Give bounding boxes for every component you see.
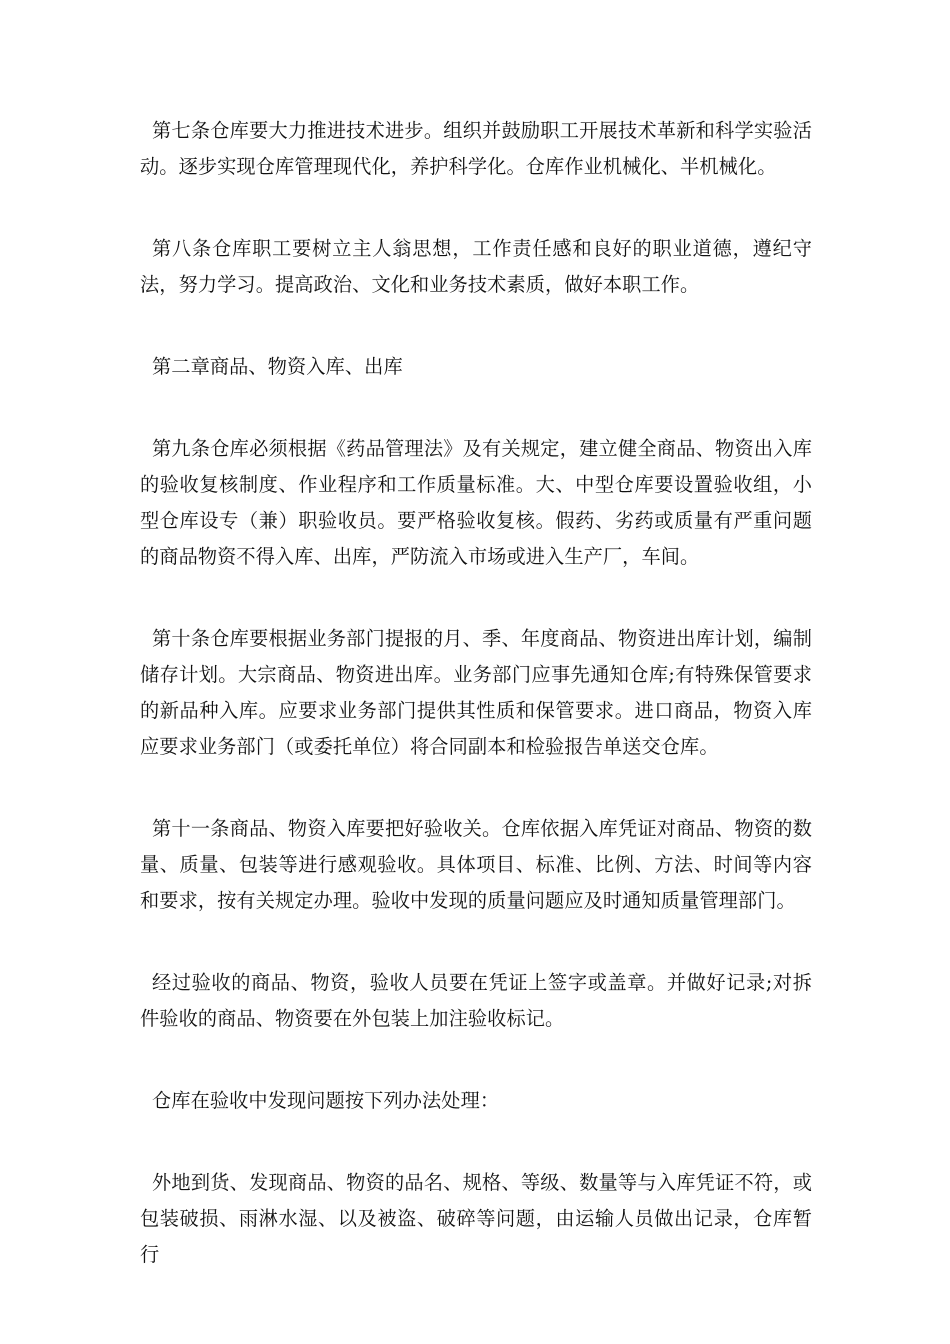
paragraph-gap — [140, 1119, 812, 1165]
paragraph-gap — [140, 303, 812, 349]
paragraph-gap — [140, 765, 812, 811]
paragraph-gap — [140, 1037, 812, 1083]
article-9-paragraph: 第九条仓库必须根据《药品管理法》及有关规定，建立健全商品、物资出入库的验收复核制度、作业程序和工作质量标准。大、中型仓库要设置验收组，小型仓库设专（兼）职验收员。要严格验收复核。假药、劣药或质量有严重问题的商品物资不得入库、出库，严防流入市场或进入生产厂，车间。 — [140, 437, 812, 568]
article-7-paragraph: 第七条仓库要大力推进技术进步。组织并鼓励职工开展技术革新和科学实验活动。逐步实现仓库管理现代化，养护科学化。仓库作业机械化、半机械化。 — [140, 119, 812, 178]
paragraph-gap — [140, 575, 812, 621]
paragraph-gap — [140, 385, 812, 431]
problem-handling-intro: 仓库在验收中发现问题按下列办法处理： — [152, 1089, 500, 1112]
paragraph-gap — [140, 185, 812, 231]
chapter-2-heading: 第二章商品、物资入库、出库 — [152, 355, 403, 378]
article-8-paragraph: 第八条仓库职工要树立主人翁思想，工作责任感和良好的职业道德，遵纪守法，努力学习。提高政治、文化和业务技术素质，做好本职工作。 — [140, 237, 812, 296]
out-of-town-goods-paragraph: 外地到货、发现商品、物资的品名、规格、等级、数量等与入库凭证不符，或包装破损、雨淋水湿、以及被盗、破碎等问题，由运输人员做出记录，仓库暂行 — [140, 1171, 812, 1266]
article-11-paragraph: 第十一条商品、物资入库要把好验收关。仓库依据入库凭证对商品、物资的数量、质量、包装等进行感观验收。具体项目、标准、比例、方法、时间等内容和要求，按有关规定办理。验收中发现的质量问题应及时通知质量管理部门。 — [140, 817, 812, 912]
paragraph-gap — [140, 919, 812, 965]
inspection-record-paragraph: 经过验收的商品、物资，验收人员要在凭证上签字或盖章。并做好记录;对拆件验收的商品、物资要在外包装上加注验收标记。 — [140, 971, 812, 1030]
article-10-paragraph: 第十条仓库要根据业务部门提报的月、季、年度商品、物资进出库计划，编制储存计划。大宗商品、物资进出库。业务部门应事先通知仓库;有特殊保管要求的新品种入库。应要求业务部门提供其性质和保管要求。进口商品，物资入库应要求业务部门（或委托单位）将合同副本和检验报告单送交仓库。 — [140, 627, 812, 758]
document-body — [140, 113, 812, 1273]
